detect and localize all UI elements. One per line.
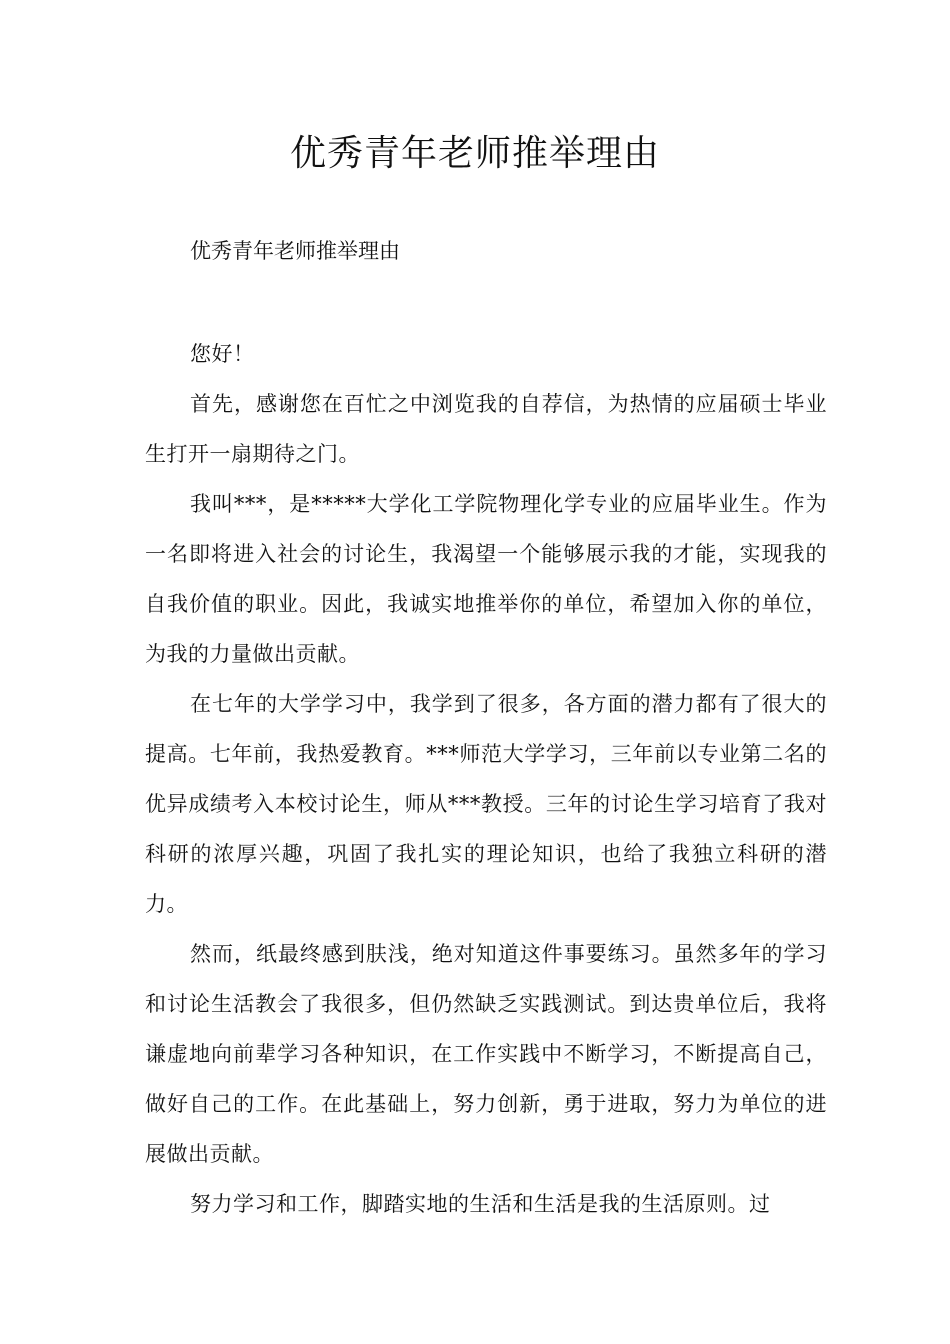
greeting-paragraph: 您好！ (190, 342, 255, 366)
body-paragraph: 我叫***，是*****大学化工学院物理化学专业的应届毕业生。作为一名即将进入社会的讨论生，我渴望一个能够展示我的才能，实现我的自我价值的职业。因此，我诚实地推举你的单位，希望加入你的单位，为我的力量做出贡献。 (145, 492, 827, 666)
body-paragraph: 然而，纸最终感到肤浅，绝对知道这件事要练习。虽然多年的学习和讨论生活教会了我很多，但仍然缺乏实践测试。到达贵单位后，我将谦虚地向前辈学习各种知识，在工作实践中不断学习，不断提高自己，做好自己的工作。在此基础上，努力创新，勇于进取，努力为单位的进展做出贡献。 (145, 942, 827, 1166)
document-subtitle: 优秀青年老师推举理由 (190, 239, 400, 263)
page-title: 优秀青年老师推举理由 (289, 133, 660, 174)
body-paragraph: 努力学习和工作，脚踏实地的生活和生活是我的生活原则。过 (190, 1192, 771, 1216)
letter-body (145, 329, 827, 1229)
body-paragraph: 在七年的大学学习中，我学到了很多，各方面的潜力都有了很大的提高。七年前，我热爱教育。***师范大学学习，三年前以专业第二名的优异成绩考入本校讨论生，师从***教授。三年的讨论生学习培育了我对科研的浓厚兴趣，巩固了我扎实的理论知识，也给了我独立科研的潜力。 (145, 692, 827, 916)
body-paragraph: 首先，感谢您在百忙之中浏览我的自荐信，为热情的应届硕士毕业生打开一扇期待之门。 (145, 392, 827, 466)
